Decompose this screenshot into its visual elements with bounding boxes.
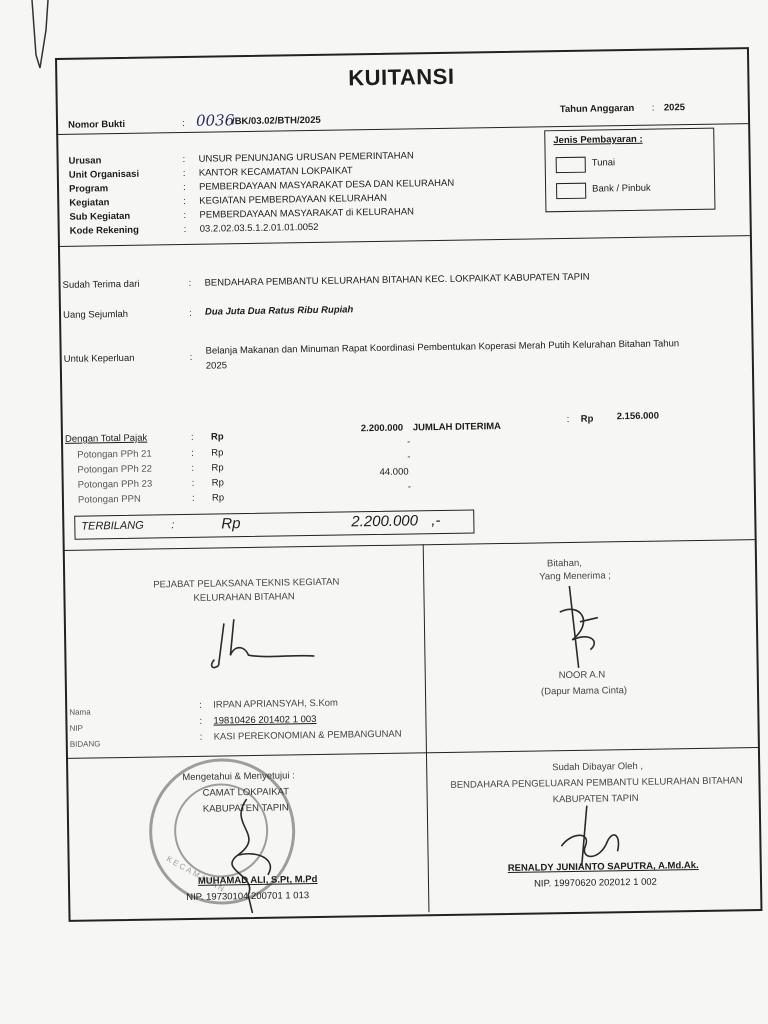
receipt-document — [55, 47, 760, 920]
bendahara-line2: BENDAHARA PENGELUARAN PEMBANTU KELURAHAN BITAHAN — [450, 775, 743, 791]
potongan-ppn-value: - — [407, 481, 412, 493]
terbilang-value: 2.200.000 — [351, 512, 419, 531]
kode-rekening-label: Kode Rekening — [69, 224, 139, 237]
sub-kegiatan-label: Sub Kegiatan — [69, 210, 131, 223]
nip-label: NIP — [69, 723, 83, 733]
jumlah-diterima-rp: Rp — [580, 413, 594, 425]
bidang-label: BIDANG — [69, 739, 101, 749]
jumlah-diterima-label: JUMLAH DITERIMA — [412, 421, 502, 434]
nomor-bukti-value: /BK/03.02/BTH/2025 — [231, 114, 321, 128]
untuk-keperluan-line2: 2025 — [205, 360, 228, 372]
colon: : — [181, 117, 185, 130]
pejabat-title-line1: PEJABAT PELAKSANA TEKNIS KEGIATAN — [153, 576, 340, 591]
document-title: KUITANSI — [348, 63, 455, 91]
sudah-terima-value: BENDAHARA PEMBANTU KELURAHAN BITAHAN KEC. LOKPAIKAT KABUPATEN TAPIN — [204, 271, 590, 289]
bank-label: Bank / Pinbuk — [592, 182, 651, 195]
penerima-place: Bitahan, — [546, 557, 582, 570]
bendahara-nip: NIP. 19970620 202012 1 002 — [533, 876, 658, 890]
stamp-text: KECAMATAN — [164, 854, 228, 895]
bank-checkbox[interactable] — [556, 183, 586, 199]
nomor-bukti-label: Nomor Bukti — [67, 118, 126, 131]
uang-sejumlah-label: Uang Sejumlah — [62, 308, 129, 321]
tunai-label: Tunai — [591, 157, 616, 169]
colon: : — [191, 477, 195, 489]
pen-mark — [30, 0, 50, 70]
colon: : — [199, 715, 203, 727]
total-pajak-label: Dengan Total Pajak — [64, 432, 148, 445]
penerima-org: (Dapur Mama Cinta) — [540, 685, 628, 698]
bendahara-name: RENALDY JUNIANTO SAPUTRA, A.Md.Ak. — [507, 859, 699, 874]
untuk-keperluan-label: Untuk Keperluan — [63, 352, 135, 365]
potongan-pph23-label: Potongan PPh 23 — [77, 478, 153, 491]
nama-label: Nama — [69, 707, 91, 717]
jumlah-diterima-value: 2.156.000 — [616, 410, 660, 423]
menyetujui-line2: CAMAT LOKPAIKAT — [202, 786, 290, 799]
colon: : — [182, 153, 186, 166]
colon: : — [191, 462, 195, 474]
penerima-name: NOOR A.N — [558, 669, 606, 682]
program-value: PEMBERDAYAAN MASYARAKAT DESA DAN KELURAHAN — [198, 177, 455, 193]
unit-organisasi-value: KANTOR KECAMATAN LOKPAIKAT — [198, 165, 353, 179]
colon: : — [199, 699, 202, 711]
potongan-pph21-label: Potongan PPh 21 — [77, 448, 152, 461]
total-pajak-rp: Rp — [210, 431, 224, 443]
potongan-ppn-label: Potongan PPN — [77, 493, 141, 506]
tahun-anggaran-label: Tahun Anggaran — [559, 102, 635, 116]
colon: : — [191, 492, 195, 504]
colon: : — [190, 431, 194, 443]
colon: : — [183, 223, 187, 235]
bendahara-line1: Sudah Dibayar Oleh , — [552, 760, 644, 774]
colon: : — [188, 307, 192, 319]
pejabat-bidang: KASI PEREKONOMIAN & PEMBANGUNAN — [213, 728, 402, 743]
bendahara-line3: KABUPATEN TAPIN — [552, 792, 639, 806]
pejabat-nip: 19810426 201402 1 003 — [213, 713, 317, 727]
terbilang-colon: : — [171, 519, 175, 532]
potongan-rp: Rp — [211, 492, 225, 504]
colon: : — [191, 447, 194, 459]
colon: : — [188, 277, 192, 289]
potongan-pph22-label: Potongan PPh 22 — [77, 463, 153, 476]
terbilang-label: TERBILANG — [81, 519, 144, 533]
menyetujui-line1: Mengetahui & Menyetujui : — [182, 770, 295, 784]
pejabat-signature — [204, 614, 325, 676]
colon: : — [199, 731, 203, 743]
urusan-label: Urusan — [68, 155, 102, 167]
potongan-pph21-value: - — [406, 436, 411, 448]
payment-type-box — [544, 128, 715, 213]
kode-rekening-value: 03.2.02.03.5.1.2.01.01.0052 — [199, 221, 319, 235]
colon: : — [566, 413, 570, 426]
potongan-rp: Rp — [211, 462, 224, 474]
payment-type-title: Jenis Pembayaran : — [553, 133, 643, 147]
uang-sejumlah-value: Dua Juta Dua Ratus Ribu Rupiah — [204, 304, 354, 318]
tahun-anggaran-value: 2025 — [663, 102, 686, 114]
pejabat-nama: IRPAN APRIANSYAH, S.Kom — [213, 697, 339, 711]
tunai-checkbox[interactable] — [556, 157, 586, 173]
terbilang-suffix: ,- — [431, 512, 441, 530]
total-pajak-value: 2.200.000 — [360, 422, 404, 435]
terbilang-rp: Rp — [221, 515, 241, 533]
camat-nip: NIP. 19730104 200701 1 013 — [186, 890, 310, 904]
kegiatan-value: KEGIATAN PEMBERDAYAAN KELURAHAN — [199, 192, 388, 207]
unit-organisasi-label: Unit Organisasi — [68, 168, 140, 181]
sudah-terima-label: Sudah Terima dari — [62, 278, 140, 291]
colon: : — [182, 167, 186, 180]
sub-kegiatan-value: PEMBERDAYAAN MASYARAKAT di KELURAHAN — [199, 206, 415, 221]
penerima-signature — [549, 581, 620, 672]
program-label: Program — [68, 183, 109, 195]
colon: : — [189, 351, 193, 363]
potongan-pph22-value: - — [407, 451, 411, 463]
colon: : — [651, 102, 655, 114]
kegiatan-label: Kegiatan — [69, 197, 110, 209]
urusan-value: UNSUR PENUNJANG URUSAN PEMERINTAHAN — [198, 150, 414, 165]
pejabat-title-line2: KELURAHAN BITAHAN — [193, 591, 295, 604]
colon: : — [182, 181, 186, 194]
colon: : — [183, 195, 186, 208]
potongan-pph23-value: 44.000 — [379, 466, 409, 478]
untuk-keperluan-line1: Belanja Makanan dan Minuman Rapat Koordinasi Pembentukan Koperasi Merah Putih Kelurahan Bitahan Tahun — [205, 338, 680, 357]
colon: : — [183, 209, 187, 222]
potongan-rp: Rp — [211, 447, 224, 459]
nomor-bukti-handwritten: 0036 — [195, 111, 235, 130]
penerima-role: Yang Menerima ; — [539, 570, 611, 583]
potongan-rp: Rp — [211, 477, 224, 489]
camat-name: MUHAMAD ALI, S.Pt, M.Pd — [197, 873, 318, 887]
menyetujui-line3: KABUPATEN TAPIN — [202, 802, 289, 815]
